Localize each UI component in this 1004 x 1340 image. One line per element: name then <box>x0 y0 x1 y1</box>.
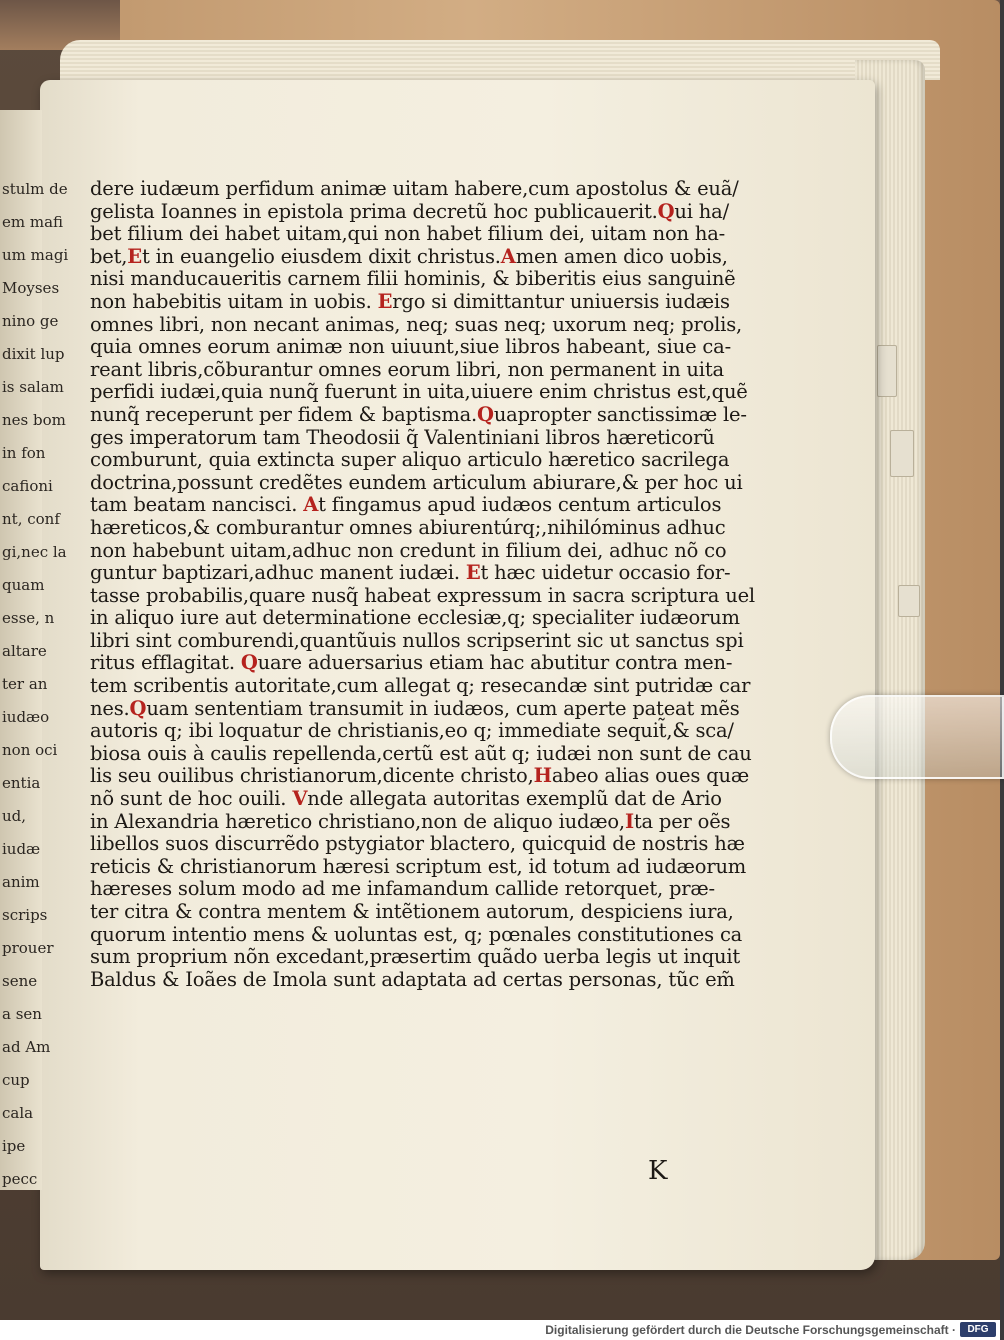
rubricated-initial: E <box>127 244 142 268</box>
line-text: uare aduersarius etiam hac abutitur contra men- <box>257 651 733 675</box>
text-line <box>90 291 750 314</box>
text-line <box>90 201 750 224</box>
facing-page-edge <box>0 110 69 1190</box>
rubricated-initial: Q <box>477 402 494 426</box>
text-line <box>90 583 755 608</box>
text-line <box>90 562 750 585</box>
line-text: tasse probabilis,quare nusq̃ habeat expressum in sacra scriptura uel <box>90 583 755 607</box>
line-text: autoris q; ibi loquatur de christianis,eo q; immediate sequit̃,& sca/ <box>90 719 734 743</box>
facing-page-fragment: nino ge <box>2 312 59 330</box>
facing-page-fragment: anim <box>2 873 40 891</box>
facing-page-fragment: ad Am <box>2 1038 51 1056</box>
facing-page-fragment: in fon <box>2 444 46 462</box>
signature-mark: K <box>648 1156 668 1186</box>
line-text: hæreses solum modo ad me infamandum callide retorquet, præ- <box>90 877 715 901</box>
line-text: libri sint comburendi,quantũuis nullos scripserint sic ut sanctus spi <box>90 628 744 652</box>
facing-page-fragment: a sen <box>2 1005 42 1023</box>
dfg-logo: DFG <box>960 1322 996 1337</box>
text-line <box>90 743 750 766</box>
text-line <box>90 720 750 743</box>
rubricated-initial: Q <box>657 199 675 223</box>
text-line <box>90 698 750 721</box>
text-line <box>90 223 750 246</box>
line-text: hæreticos,& comburantur omnes abiurentúrq;,nihilóminus adhuc <box>90 515 726 539</box>
page-tab <box>898 585 920 617</box>
text-line <box>90 359 750 382</box>
line-text: doctrina,possunt credẽtes eundem articulum abiurare,& per hoc ui <box>90 470 743 494</box>
line-text: quorum intentio mens & uoluntas est, q; pœnales constitutiones ca <box>90 922 743 946</box>
rubricated-initial: Q <box>129 696 147 720</box>
facing-page-fragment: um magi <box>2 246 69 264</box>
line-text: ui ha/ <box>674 199 729 223</box>
rubricated-initial: E <box>377 289 393 313</box>
footer-bar <box>0 1320 1000 1340</box>
page-block-top-edge <box>60 40 940 80</box>
rubricated-initial: A <box>500 244 516 268</box>
line-text: tam beatam nancisci. <box>90 493 304 517</box>
rubricated-initial: I <box>624 809 634 833</box>
facing-page-fragment: cafioni <box>2 477 53 495</box>
facing-page-fragment: ud, <box>2 807 27 825</box>
line-text: nisi manducaueritis carnem filii hominis, & biberitis eius sanguinẽ <box>90 267 736 291</box>
line-text: rgo si dimittantur uniuersis iudæis <box>392 289 730 313</box>
line-text: in aliquo iure aut determinatione ecclesiæ,q; specialiter iudæorum <box>90 606 740 630</box>
rubricated-initial: V <box>292 787 308 811</box>
page-tab <box>877 345 897 397</box>
text-line <box>90 427 750 450</box>
line-text: non habebunt uitam,adhuc non credunt in filium dei, adhuc nõ co <box>90 538 727 562</box>
facing-page-fragment: sene <box>2 972 38 990</box>
text-line <box>90 449 750 472</box>
line-text: nde allegata autoritas exemplũ dat de Ario <box>307 787 722 811</box>
facing-page-fragment: altare <box>2 642 47 660</box>
line-text: nunq̃ receperunt per fidem & baptisma. <box>90 402 478 426</box>
line-text: biosa ouis à caulis repellenda,certũ est aũt q; iudæi non sunt de cau <box>90 741 752 765</box>
text-line <box>90 878 750 901</box>
line-text: Baldus & Ioães de Imola sunt adaptata ad certas personas, tũc em̃ <box>90 967 735 991</box>
facing-page-fragment: pecc <box>2 1170 38 1188</box>
facing-page-fragment: non oci <box>2 741 58 759</box>
text-line <box>90 336 750 359</box>
line-text: reticis & christianorum hæresi scriptum est, id totum ad iudæorum <box>90 854 747 878</box>
facing-page-fragment: ter an <box>2 675 48 693</box>
line-text: ges imperatorum tam Theodosii q̃ Valentiniani libros hæreticorũ <box>90 425 715 449</box>
line-text: t in euangelio eiusdem dixit christus. <box>141 244 501 268</box>
facing-page-fragment: Moyses <box>2 279 60 297</box>
text-line <box>90 381 750 404</box>
line-text: ritus efflagitat. <box>90 651 241 675</box>
line-text: tem scribentis autoritate,cum allegat q; resecandæ sint putridæ car <box>90 674 751 698</box>
line-text: quia omnes eorum animæ non uiuunt,siue libros habeant, siue ca- <box>90 335 731 359</box>
facing-page-fragment: is salam <box>2 378 64 396</box>
text-line <box>90 833 750 856</box>
facing-page-fragment: nes bom <box>2 411 66 429</box>
line-text: in Alexandria hæretico christiano,non de aliquo iudæo, <box>90 809 625 833</box>
line-text: nõ sunt de hoc ouili. <box>90 787 293 811</box>
rubricated-initial: H <box>533 764 552 788</box>
facing-page-fragment: iudæ <box>2 840 41 858</box>
text-line <box>90 178 750 201</box>
text-line <box>90 652 750 675</box>
line-text: lis seu ouilibus christianorum,dicente christo, <box>90 764 534 788</box>
line-text: gelista Ioannes in epistola prima decretũ hoc publicauerit. <box>90 199 658 223</box>
line-text: bet filium dei habet uitam,qui non habet filium dei, uitam non ha- <box>90 222 726 246</box>
text-line <box>90 675 750 698</box>
line-text: t fingamus apud iudæos centum articulos <box>318 493 722 517</box>
text-line <box>90 811 750 834</box>
line-text: t hæc uidetur occasio for- <box>480 561 731 585</box>
text-line <box>90 630 750 653</box>
text-line <box>90 856 750 879</box>
facing-page-fragment: esse, n <box>2 609 55 627</box>
text-line <box>90 517 750 540</box>
line-text: uapropter sanctissimæ le- <box>493 402 747 426</box>
facing-page-fragment: scrips <box>2 906 48 924</box>
line-text: omnes libri, non necant animas, neq; suas neq; uxorum neq; prolis, <box>90 312 743 336</box>
funding-credit: Digitalisierung gefördert durch die Deutsche Forschungsgemeinschaft · <box>545 1323 956 1337</box>
facing-page-fragment: quam <box>2 576 45 594</box>
facing-page-fragment: entia <box>2 774 41 792</box>
line-text: non habebitis uitam in uobis. <box>90 289 378 313</box>
text-line <box>90 246 750 269</box>
line-text: guntur baptizari,adhuc manent iudæi. <box>90 561 466 585</box>
text-line <box>90 765 750 788</box>
line-text: ter citra & contra mentem & intẽtionem autorum, despiciens iura, <box>90 900 734 923</box>
rubricated-initial: A <box>303 493 319 517</box>
text-line <box>90 607 750 630</box>
line-text: comburunt, quia extincta super aliquo articulo hæretico sacrilega <box>90 448 730 472</box>
facing-page-fragment: cup <box>2 1071 30 1089</box>
rubricated-initial: Q <box>240 651 258 675</box>
text-line <box>90 494 750 517</box>
facing-page-fragment: ipe <box>2 1137 26 1155</box>
text-line <box>90 924 750 947</box>
line-text: libellos suos discurrẽdo pstygiator blactero, quicquid de nostris hæ <box>90 832 745 856</box>
text-line <box>90 314 750 337</box>
text-line <box>90 788 750 811</box>
line-text: men amen dico uobis, <box>515 244 728 268</box>
line-text: dere iudæum perfidum animæ uitam habere,cum apostolus & euã/ <box>90 177 739 200</box>
facing-page-fragment: stulm de <box>2 180 68 198</box>
line-text: uam sententiam transumit in iudæos, cum aperte pateat mẽs <box>146 696 740 720</box>
line-text: abeo alias oues quæ <box>551 764 749 788</box>
facing-page-fragment: dixit lup <box>2 345 65 363</box>
line-text: nes. <box>90 696 130 720</box>
facing-page-fragment: cala <box>2 1104 34 1122</box>
line-text: bet, <box>90 244 128 268</box>
rubricated-initial: E <box>465 561 481 585</box>
text-line <box>90 268 750 291</box>
facing-page-fragment: prouer <box>2 939 54 957</box>
line-text: ta per oẽs <box>633 809 731 833</box>
facing-page-fragment: nt, conf <box>2 510 60 528</box>
page-text-block <box>90 177 755 991</box>
line-text: perfidi iudæi,quia nunq̃ fuerunt in uita,uiuere enim christus est,quẽ <box>90 380 748 404</box>
facing-page-fragment: gi,nec la <box>2 543 67 561</box>
acrylic-page-clamp <box>830 695 1004 779</box>
facing-page-fragment: iudæo <box>2 708 50 726</box>
text-line <box>90 540 750 563</box>
text-line <box>90 969 750 992</box>
line-text: reant libris,cõburantur omnes eorum libri, non permanent in uita <box>90 357 724 381</box>
facing-page-fragment: em mafi <box>2 213 64 231</box>
line-text: sum proprium nõn excedant,præsertim quãdo uerba legis ut inquit <box>90 945 741 969</box>
text-line <box>90 946 750 969</box>
text-line <box>90 901 750 924</box>
page-tab <box>890 430 914 477</box>
text-line <box>90 472 750 495</box>
text-line <box>90 404 750 427</box>
